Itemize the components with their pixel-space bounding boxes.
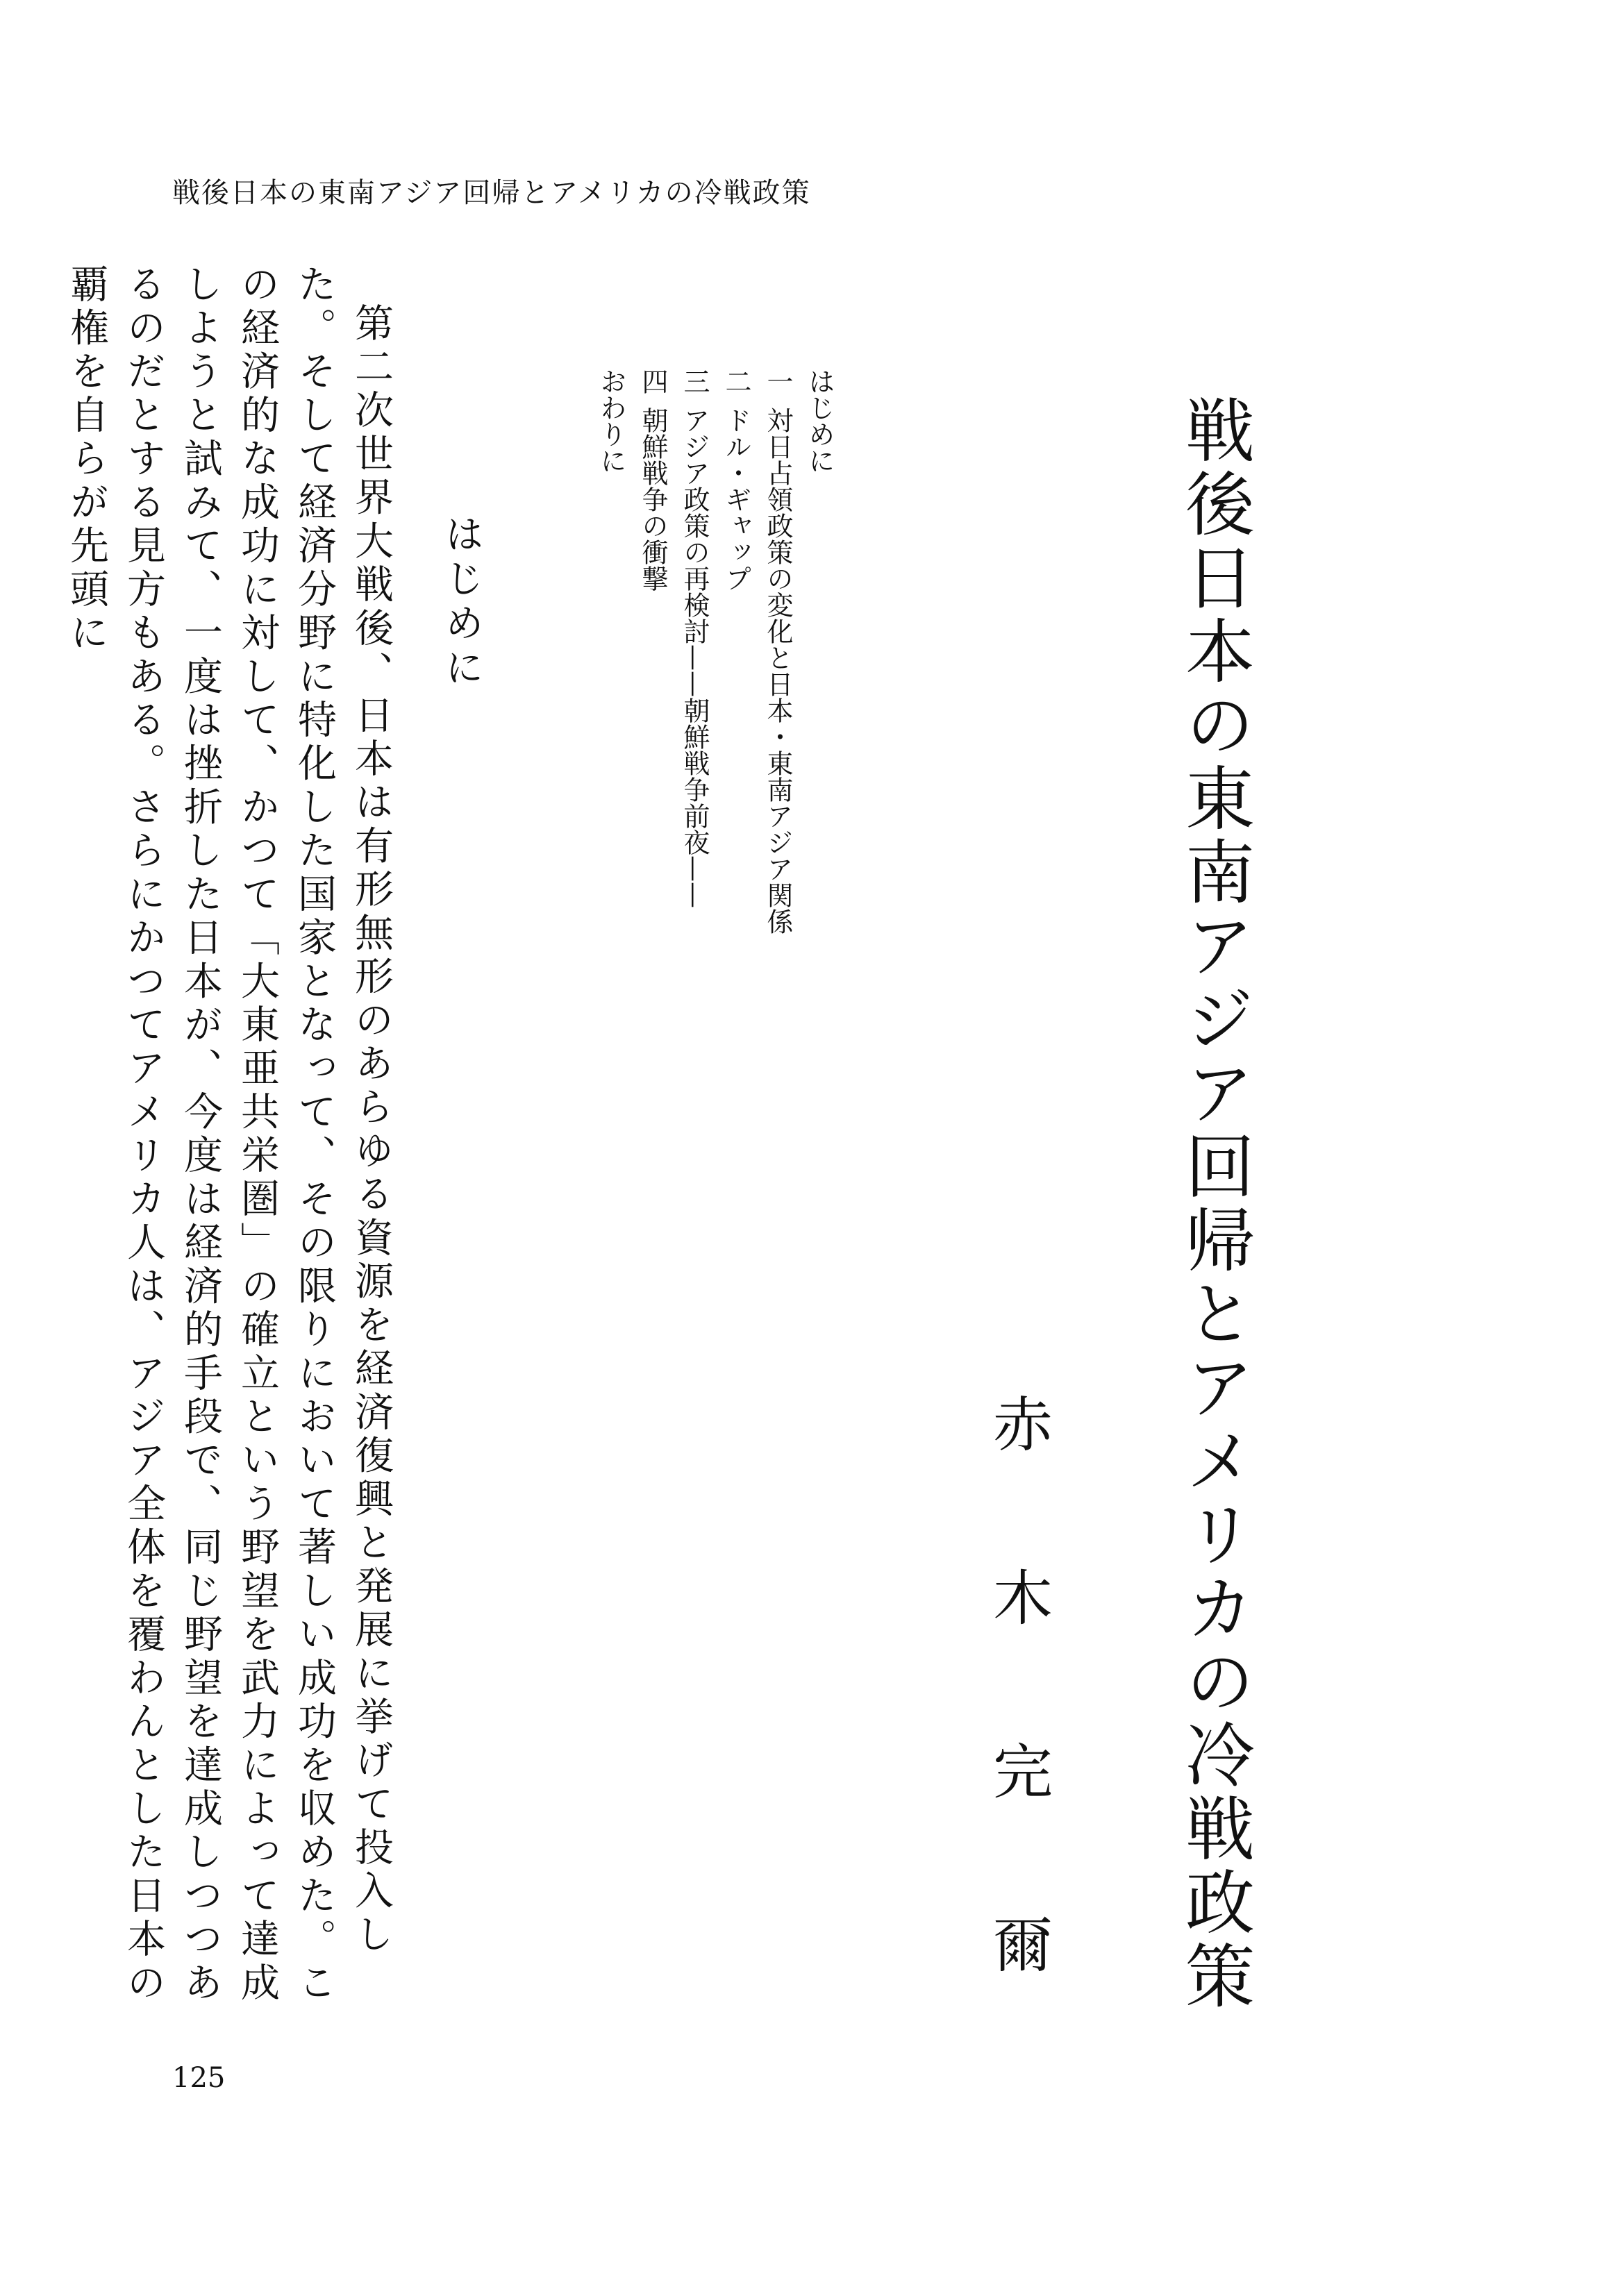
running-head: 戦後日本の東南アジア回帰とアメリカの冷戦政策 [172,177,811,209]
toc-item [590,368,632,937]
toc-item-text: 朝鮮戦争の衝撃 [637,407,668,592]
toc-item-text: おわりに [596,368,626,474]
author-char: 完 [993,1738,1053,1807]
toc-item [674,368,715,937]
toc-item-text: アジア政策の再検討——朝鮮戦争前夜—— [679,407,710,908]
section-heading: はじめに [439,514,484,692]
body-paragraph: 第二次世界大戦後、日本は有形無形のあらゆる資源を経済復興と発展に挙げて投入した。そして経済分野に特化した国家となって、その限りにおいて著しい成功を収めた。この経済的な成功に対して、かつて「大東亜共栄圏」の確立という野望を武力によって達成しようと試みて、一度は挫折した日本が、今度は経済的手段で、同じ野望を達成しつつあるのだとする見方もある。さらにかつてアメリカ人は、アジア全体を覆わんとした日本の覇権を自らが先頭に [64,264,394,2006]
article-title: 戦後日本の東南アジア回帰とアメリカの冷戦政策 [1174,394,1255,2013]
toc-item-number: 三 [679,368,710,394]
toc-item [757,368,799,937]
toc-item [715,368,757,937]
author-name [985,1391,1061,2090]
author-char: 木 [993,1564,1053,1634]
toc-item-text: 対日占領政策の変化と日本・東南アジア関係 [762,407,793,935]
toc-item-number: 一 [762,368,793,394]
toc-item [799,368,840,937]
toc-item-text: はじめに [804,368,835,474]
body-text [64,264,399,2020]
table-of-contents [562,368,840,937]
author-char: 爾 [993,1911,1053,1981]
toc-item-text: ドル・ギャップ [721,407,751,592]
toc-item-number: 二 [721,368,751,394]
toc-item-number: 四 [637,368,668,394]
toc-item [632,368,674,937]
author-char: 赤 [993,1391,1053,1460]
page-number: 125 [172,2062,226,2094]
